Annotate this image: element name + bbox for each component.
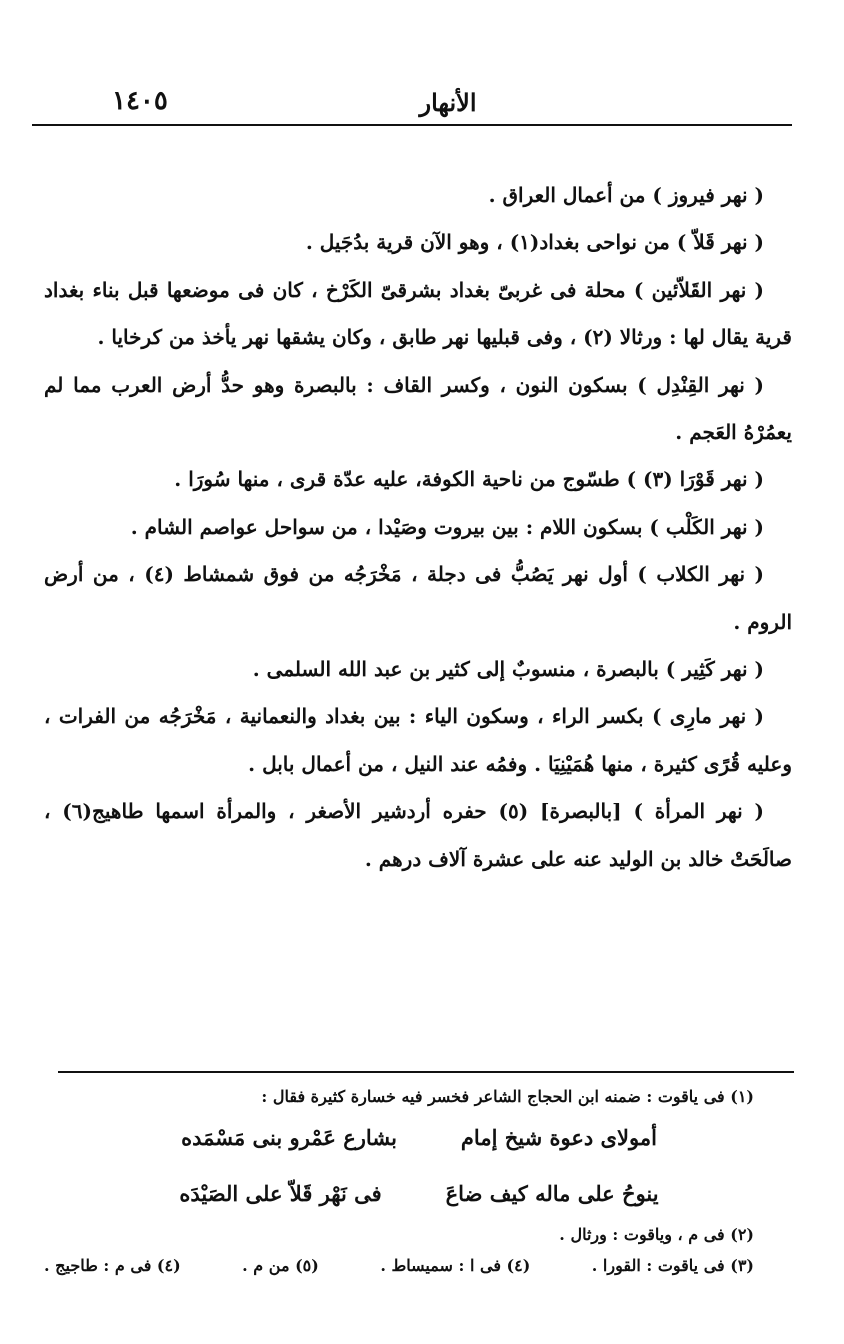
running-title: الأنهار — [419, 87, 477, 117]
verse-hemistich: أمولاى دعوة شيخ إمام — [460, 1125, 657, 1150]
entry-paragraph: ( نهر كَثِير ) بالبصرة ، منسوبٌ إلى كثير بن عبد الله السلمى . — [252, 657, 764, 682]
verse-line-2 — [44, 1166, 794, 1222]
entry-paragraph: ( نهر قَوْرَا (٣) ) طسّوج من ناحية الكوفة، عليه عدّة قرى ، منها سُورَا . — [174, 467, 764, 492]
entry-paragraph: ( نهر المرأة ) [بالبصرة] (٥) حفره أردشير الأصغر ، والمرأة اسمها طاهيج(٦) ، صالَحَتْ خالد بن الوليد عنه على عشرة آلاف درهم . — [44, 799, 792, 871]
verse-hemistich: بشارع عَمْرو بنى مَسْمَده — [181, 1125, 397, 1150]
verse-hemistich: ينوحُ على ماله كيف ضاعَ — [445, 1181, 659, 1206]
footnote-4: (٤) فى ا : سميساط . — [380, 1256, 531, 1275]
footnote-rule — [58, 1071, 794, 1073]
entry-paragraph: ( نهر القِنْدِل ) بسكون النون ، وكسر القاف : بالبصرة وهو حدُّ أرض العرب مما لم يعمُرْهُ العَجم . — [44, 372, 792, 445]
entry-paragraph: ( نهر الكلاب ) أول نهر يَصُبُّ فى دجلة ، مَخْرَجُه من فوق شمشاط (٤) ، من أرض الروم . — [44, 562, 792, 634]
footnotes — [44, 1084, 794, 1284]
footnote-3: (٣) فى ياقوت : القورا . — [591, 1256, 754, 1275]
footnote-5: (٥) من م . — [242, 1256, 319, 1275]
page-number: ١٤٠٥ — [112, 86, 168, 116]
entry-paragraph: ( نهر القَلاّئين ) محلة فى غربىّ بغداد بشرقىّ الكَرْخ ، كان فى موضعها قبل بناء بغداد قرية يقال لها : ورثالا (٢) ، وفى قبليها نهر طابق ، وكان يشقها نهر يأخذ من كرخايا . — [44, 277, 792, 350]
footnote-6: (٤) فى م : طاجيج . — [44, 1256, 181, 1275]
verse-line-1 — [44, 1110, 794, 1166]
entry-paragraph: ( نهر فيروز ) من أعمال العراق . — [488, 183, 764, 207]
footnote-1: (١) فى ياقوت : ضمنه ابن الحجاج الشاعر فخسر فيه خسارة كثيرة فقال : — [261, 1087, 754, 1106]
verse-hemistich: فى نَهْر قَلاّ على الصَيْدَه — [179, 1181, 382, 1206]
entry-paragraph: ( نهر مارِى ) بكسر الراء ، وسكون الياء : بين بغداد والنعمانية ، مَخْرَجُه من الفرات ، وعليه قُرًى كثيرة ، منها هُمَيْنِيَا . وفمُه عند النيل ، من أعمال بابل . — [44, 704, 792, 776]
footnote-row — [44, 1248, 794, 1284]
entry-paragraph: ( نهر الكَلْب ) بسكون اللام : بين بيروت وصَيْدا ، من سواحل عواصم الشام . — [130, 514, 764, 539]
entry-paragraph: ( نهر قَلاّ ) من نواحى بغداد(١) ، وهو الآن قرية بدُجَيل . — [305, 230, 764, 255]
body-text — [44, 172, 792, 883]
header-rule — [32, 124, 792, 126]
page-header — [112, 82, 784, 122]
footnote-2: (٢) فى م ، وياقوت : ورثال . — [559, 1225, 754, 1244]
